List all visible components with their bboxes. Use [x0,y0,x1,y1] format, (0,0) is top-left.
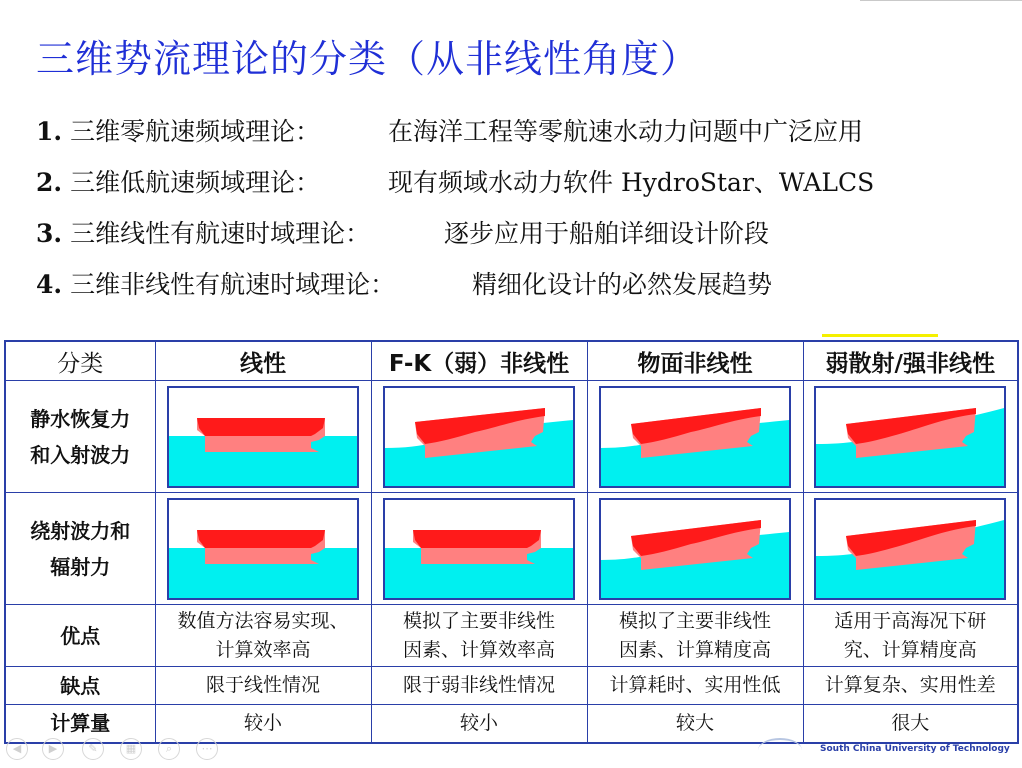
zoom-icon[interactable]: ⌕ [158,738,180,760]
hull-diagram [814,386,1006,488]
hull-diagram [814,498,1006,600]
cost-cell: 较小 [155,705,371,743]
item-label: 三维线性有航速时域理论： [70,219,371,248]
hull-diagram [383,386,575,488]
cons-cell: 限于弱非线性情况 [371,667,587,705]
item-label: 三维非线性有航速时域理论： [70,270,396,299]
pen-icon[interactable]: ✎ [82,738,104,760]
image-cell [371,381,587,493]
cell-line: 因素、计算效率高 [402,638,555,661]
hull-diagram [167,386,359,488]
pros-cell [155,605,371,667]
image-cell [155,493,371,605]
image-cell [803,381,1018,493]
cell-line: 适用于高海况下研 [834,609,987,632]
university-logo-icon [758,738,802,762]
list-item [36,163,1006,214]
hull-diagram [383,498,575,600]
list-item [36,214,1006,265]
item-number: 4. [36,270,63,299]
cost-cell: 较大 [587,705,803,743]
page-title: 三维势流理论的分类（从非线性角度） [36,37,700,81]
cons-cell: 计算复杂、实用性差 [803,667,1018,705]
image-cell [155,381,371,493]
item-desc: 在海洋工程等零航速水动力问题中广泛应用 [388,117,864,146]
row-label [5,493,155,605]
row-label [5,381,155,493]
theory-list [36,112,1006,316]
item-label: 三维零航速频域理论： [70,117,321,146]
table-row [5,667,1018,705]
row-label-line: 静水恢复力 [30,406,131,431]
highlight-bar [822,334,938,337]
slides-icon[interactable]: ▦ [120,738,142,760]
row-label: 缺点 [5,667,155,705]
item-number: 1. [36,117,63,146]
pros-cell [587,605,803,667]
nav-back-icon[interactable]: ◀ [6,738,28,760]
cell-line: 模拟了主要非线性 [618,609,771,632]
row-label: 计算量 [5,705,155,743]
header-body-nonlinear: 物面非线性 [587,341,803,381]
item-label: 三维低航速频域理论： [70,168,321,197]
top-divider [860,0,1022,4]
cell-line: 计算效率高 [215,638,311,661]
header-category: 分类 [5,341,155,381]
header-linear: 线性 [155,341,371,381]
hull-diagram [599,386,791,488]
cons-cell: 计算耗时、实用性低 [587,667,803,705]
university-name: South China University of Technology [820,744,1010,754]
hull-diagram [599,498,791,600]
image-cell [803,493,1018,605]
image-cell [587,381,803,493]
header-row [5,341,1018,381]
image-cell [587,493,803,605]
cons-cell: 限于线性情况 [155,667,371,705]
list-item [36,112,1006,163]
cell-line: 究、计算精度高 [843,638,977,661]
cell-line: 模拟了主要非线性 [402,609,555,632]
cost-cell: 很大 [803,705,1018,743]
nav-forward-icon[interactable]: ▶ [42,738,64,760]
table-row [5,493,1018,605]
hull-diagram [167,498,359,600]
table-row [5,605,1018,667]
pros-cell [371,605,587,667]
table-row [5,705,1018,743]
item-desc: 现有频域水动力软件 HydroStar、WALCS [388,168,875,197]
item-desc: 逐步应用于船舶详细设计阶段 [444,219,770,248]
item-number: 2. [36,168,63,197]
row-label-line: 辐射力 [50,554,111,579]
image-cell [371,493,587,605]
cell-line: 数值方法容易实现、 [177,609,349,632]
item-number: 3. [36,219,63,248]
row-label-line: 绕射波力和 [30,518,131,543]
row-label-line: 和入射波力 [30,442,131,467]
more-icon[interactable]: ⋯ [196,738,218,760]
pros-cell [803,605,1018,667]
header-strong-nonlinear: 弱散射/强非线性 [803,341,1018,381]
table-row [5,381,1018,493]
cost-cell: 较小 [371,705,587,743]
cell-line: 因素、计算精度高 [618,638,771,661]
item-desc: 精细化设计的必然发展趋势 [472,270,773,299]
list-item [36,265,1006,316]
classification-table [4,340,1019,744]
row-label: 优点 [5,605,155,667]
header-fk-nonlinear: F-K（弱）非线性 [371,341,587,381]
